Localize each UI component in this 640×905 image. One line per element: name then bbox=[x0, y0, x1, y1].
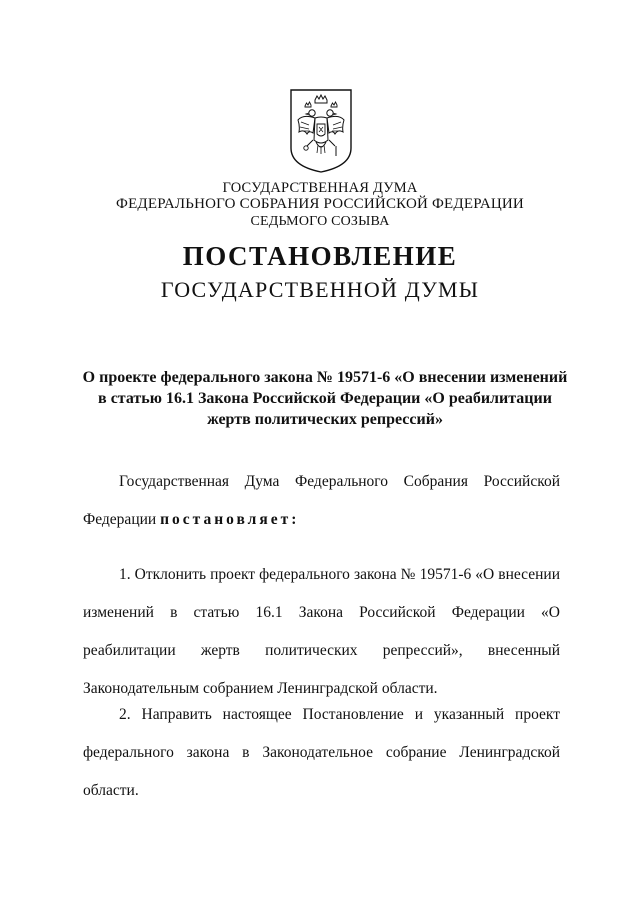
document-subject: О проекте федерального закона № 19571-6 «О внесении изменений в статью 16.1 Закона Российской Федерации «О реабилитации жертв политических репрессий» bbox=[82, 369, 568, 428]
assembly-name: ФЕДЕРАЛЬНОГО СОБРАНИЯ РОССИЙСКОЙ ФЕДЕРАЦИИ bbox=[116, 196, 524, 212]
coat-of-arms-icon bbox=[289, 88, 353, 174]
parliament-name: ГОСУДАРСТВЕННАЯ ДУМА bbox=[222, 180, 418, 196]
resolves-word: постановляет: bbox=[160, 511, 300, 528]
convocation: СЕДЬМОГО СОЗЫВА bbox=[250, 214, 390, 229]
preamble-paragraph bbox=[83, 463, 560, 539]
document-type-title: ПОСТАНОВЛЕНИЕ bbox=[182, 241, 458, 271]
preamble-text: Государственная Дума Федерального Собрания Российской Федерации bbox=[83, 473, 560, 528]
document-issuer-title: ГОСУДАРСТВЕННОЙ ДУМЫ bbox=[160, 277, 480, 302]
resolution-item-1: 1. Отклонить проект федерального закона № 19571-6 «О внесении изменений в статью 16.1 Закона Российской Федерации «О реабилитации жертв политических репрессий», внесенный Законодательным собранием Ленинградской области. bbox=[83, 566, 560, 697]
resolution-item-2: 2. Направить настоящее Постановление и указанный проект федерального закона в Законодательное собрание Ленинградской области. bbox=[83, 706, 560, 799]
